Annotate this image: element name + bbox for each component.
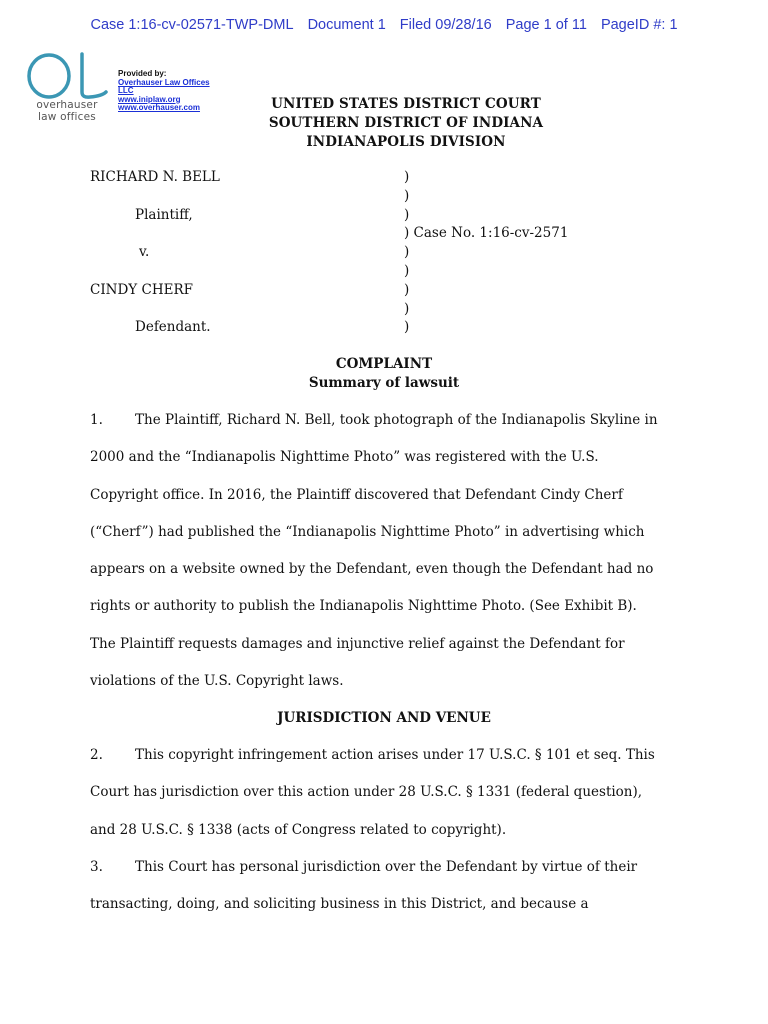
paragraph-line: Copyright office. In 2016, the Plaintiff discovered that Defendant Cindy Cherf xyxy=(90,486,623,503)
caption-paren: ) xyxy=(404,281,410,298)
paragraph-3 xyxy=(90,859,690,934)
overhauser-logo xyxy=(24,52,110,128)
paragraph-line: The Plaintiff requests damages and injunctive relief against the Defendant for xyxy=(90,635,625,652)
plaintiff-label: Plaintiff, xyxy=(135,206,193,223)
paragraph-line: Court has jurisdiction over this action under 28 U.S.C. § 1331 (federal question), xyxy=(90,784,643,801)
plaintiff-name: RICHARD N. BELL xyxy=(90,169,220,185)
paragraph-line: rights or authority to publish the Indianapolis Nighttime Photo. (See Exhibit B). xyxy=(90,598,637,615)
provided-by-label: Provided by: xyxy=(118,69,167,78)
caption-paren: ) xyxy=(404,244,410,261)
ol-monogram-icon xyxy=(24,52,110,102)
paragraph-line: appears on a website owned by the Defendant, even though the Defendant had no xyxy=(90,561,654,578)
header-page-id: PageID #: 1 xyxy=(600,17,678,33)
paragraph-line: This copyright infringement action arises under 17 U.S.C. § 101 et seq. This xyxy=(135,747,655,763)
logo-text-line2: law offices xyxy=(38,111,96,123)
paragraph-line: 2000 and the “Indianapolis Nighttime Photo” was registered with the U.S. xyxy=(90,449,599,466)
court-heading xyxy=(256,95,556,152)
paragraph-number: 1. xyxy=(90,412,103,428)
caption-paren: ) xyxy=(404,319,410,336)
header-page-count: Page 1 of 11 xyxy=(505,17,587,33)
filing-header xyxy=(0,17,768,33)
section-jurisdiction-heading: JURISDICTION AND VENUE xyxy=(277,710,491,726)
defendant-label: Defendant. xyxy=(135,319,211,336)
paragraph-line: This Court has personal jurisdiction over the Defendant by virtue of their xyxy=(135,859,638,875)
header-case-number: Case 1:16-cv-02571-TWP-DML xyxy=(90,17,294,33)
versus: v. xyxy=(139,244,150,261)
case-number-text: ) Case No. 1:16-cv-2571 xyxy=(404,225,569,242)
header-document: Document 1 xyxy=(307,17,386,33)
court-district: SOUTHERN DISTRICT OF INDIANA xyxy=(268,115,544,131)
caption-paren: ) xyxy=(404,262,410,279)
caption-paren: ) xyxy=(404,206,410,223)
paragraph-line: violations of the U.S. Copyright laws. xyxy=(90,673,344,690)
logo-text-line1: overhauser xyxy=(36,99,98,111)
paragraph-line: (“Cherf”) had published the “Indianapolis Nighttime Photo” in advertising which xyxy=(90,523,645,540)
case-caption xyxy=(90,168,690,337)
iniplaw-link[interactable]: www.iniplaw.org xyxy=(118,94,181,104)
section-summary-heading: Summary of lawsuit xyxy=(308,375,460,391)
document-title: COMPLAINT xyxy=(335,356,433,372)
caption-paren: ) xyxy=(404,169,410,185)
case-number xyxy=(404,224,568,243)
court-division: INDIANAPOLIS DIVISION xyxy=(306,134,506,150)
caption-paren: ) xyxy=(404,300,410,317)
header-filed-date: Filed 09/28/16 xyxy=(399,17,492,33)
paragraph-line: and 28 U.S.C. § 1338 (acts of Congress related to copyright). xyxy=(90,821,507,838)
paragraph-line: transacting, doing, and soliciting business in this District, and because a xyxy=(90,896,589,913)
firm-link-name[interactable]: Overhauser Law Offices xyxy=(118,77,210,87)
defendant-name: CINDY CHERF xyxy=(90,281,193,298)
overhauser-link[interactable]: www.overhauser.com xyxy=(118,103,200,112)
paragraph-1 xyxy=(90,412,690,710)
court-name: UNITED STATES DISTRICT COURT xyxy=(271,96,541,112)
paragraph-number: 2. xyxy=(90,747,103,763)
caption-paren: ) xyxy=(404,187,410,204)
provided-by-block xyxy=(118,70,210,113)
paragraph-line: The Plaintiff, Richard N. Bell, took photograph of the Indianapolis Skyline in xyxy=(135,412,658,428)
paragraph-number: 3. xyxy=(90,859,103,875)
paragraph-2 xyxy=(90,747,690,859)
firm-link-llc[interactable]: LLC xyxy=(118,86,134,95)
